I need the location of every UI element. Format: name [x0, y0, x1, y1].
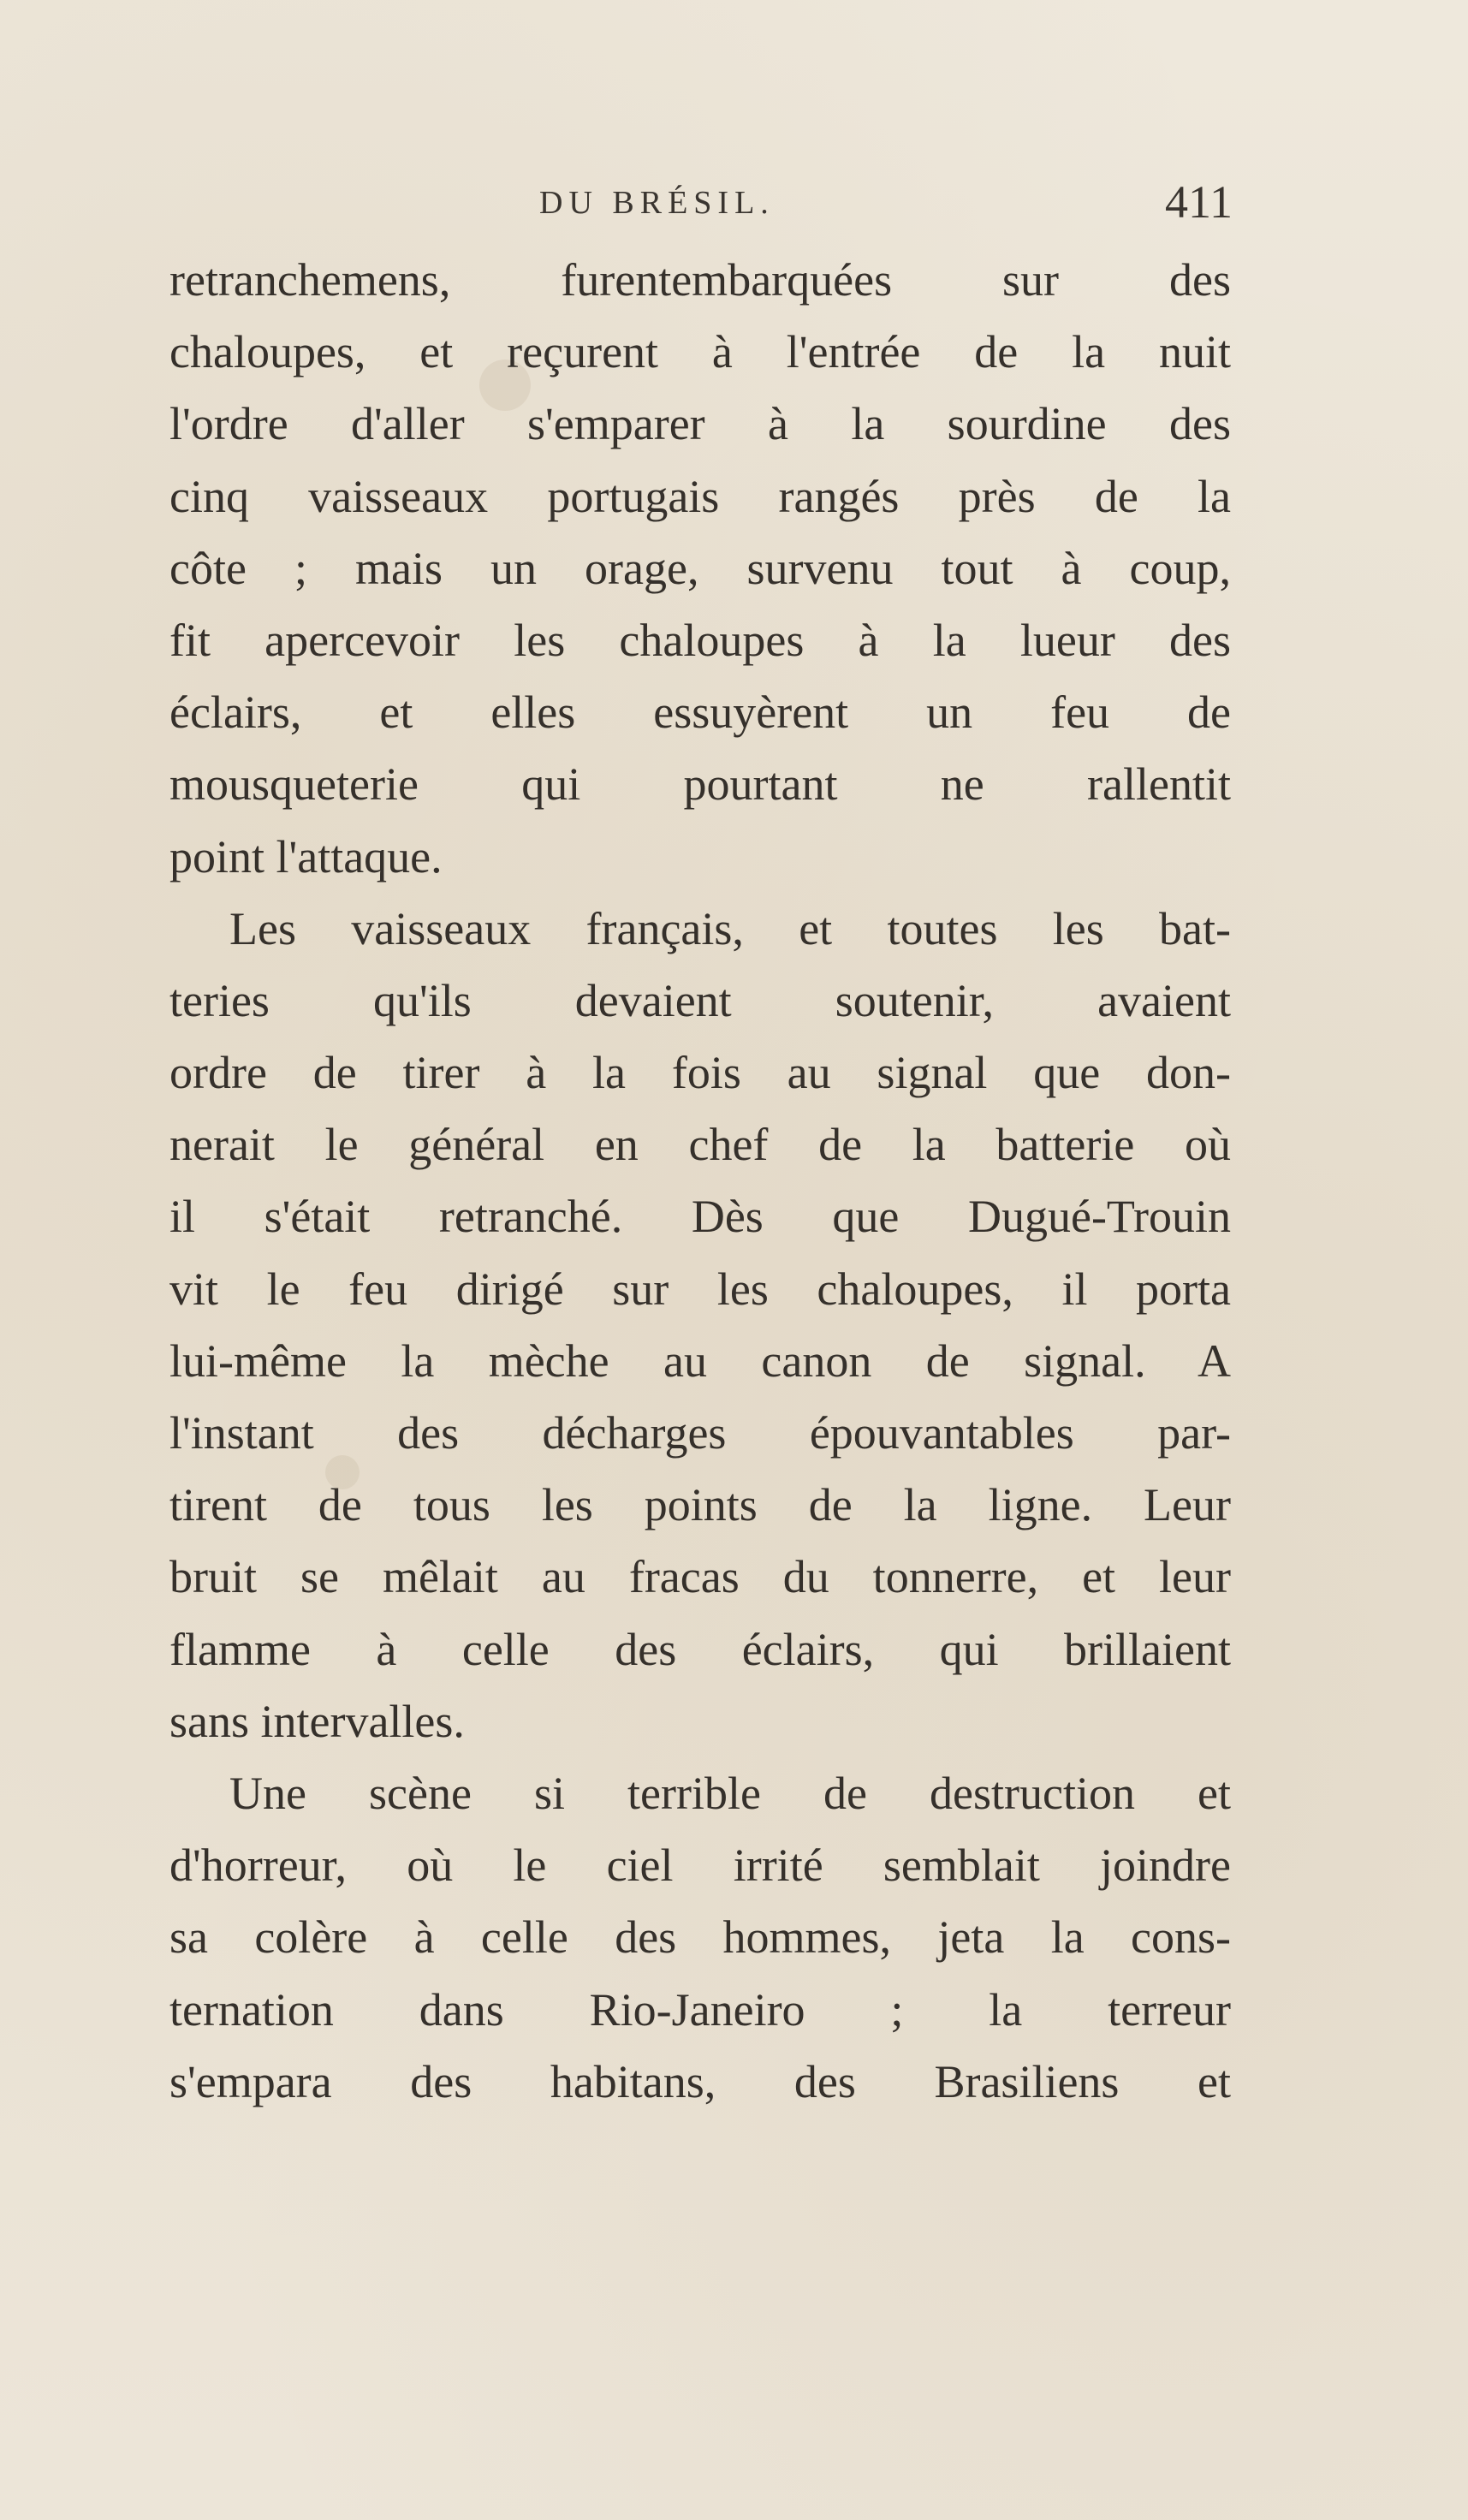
body-text: [169, 244, 1231, 2118]
text-line: sans intervalles.: [169, 1695, 465, 1747]
text-line: fit apercevoir les chaloupes à la lueur des: [169, 614, 1231, 666]
text-line: lui-même la mèche au canon de signal. A: [169, 1334, 1231, 1387]
text-line: mousqueterie qui pourtant ne rallentit: [169, 758, 1231, 811]
text-line: il s'était retranché. Dès que Dugué-Trouin: [169, 1191, 1231, 1243]
text-line: bruit se mêlait au fracas du tonnerre, et leur: [169, 1551, 1231, 1603]
text-line: flamme à celle des éclairs, qui brillaient: [169, 1623, 1231, 1675]
text-line: d'horreur, où le ciel irrité semblait joindre: [169, 1839, 1231, 1892]
page-header: [171, 175, 1233, 235]
text-line: vit le feu dirigé sur les chaloupes, il porta: [169, 1263, 1231, 1315]
text-line: sa colère à celle des hommes, jeta la cons-: [169, 1911, 1231, 1964]
running-title: DU BRÉSIL.: [539, 185, 775, 221]
text-line: tirent de tous les points de la ligne. Leur: [169, 1479, 1231, 1531]
text-line: l'instant des décharges épouvantables par-: [169, 1407, 1231, 1459]
text-line: point l'attaque.: [169, 830, 443, 883]
text-line: retranchemens, furentembarquées sur des: [169, 254, 1231, 306]
text-line: cinq vaisseaux portugais rangés près de la: [169, 470, 1231, 522]
text-line: chaloupes, et reçurent à l'entrée de la nuit: [169, 326, 1231, 378]
text-line: éclairs, et elles essuyèrent un feu de: [169, 686, 1231, 739]
text-line: l'ordre d'aller s'emparer à la sourdine des: [169, 398, 1231, 450]
text-line: Une scène si terrible de destruction et: [229, 1767, 1231, 1819]
text-line: Les vaisseaux français, et toutes les bat-: [229, 902, 1231, 954]
text-line: s'empara des habitans, des Brasiliens et: [169, 2055, 1231, 2107]
text-line: nerait le général en chef de la batterie où: [169, 1119, 1231, 1171]
text-line: côte ; mais un orage, survenu tout à coup,: [169, 542, 1231, 594]
page-number: 411: [1165, 176, 1233, 228]
text-line: ternation dans Rio-Janeiro ; la terreur: [169, 1983, 1231, 2036]
text-line: teries qu'ils devaient soutenir, avaient: [169, 974, 1231, 1026]
text-line: ordre de tirer à la fois au signal que don-: [169, 1047, 1231, 1099]
